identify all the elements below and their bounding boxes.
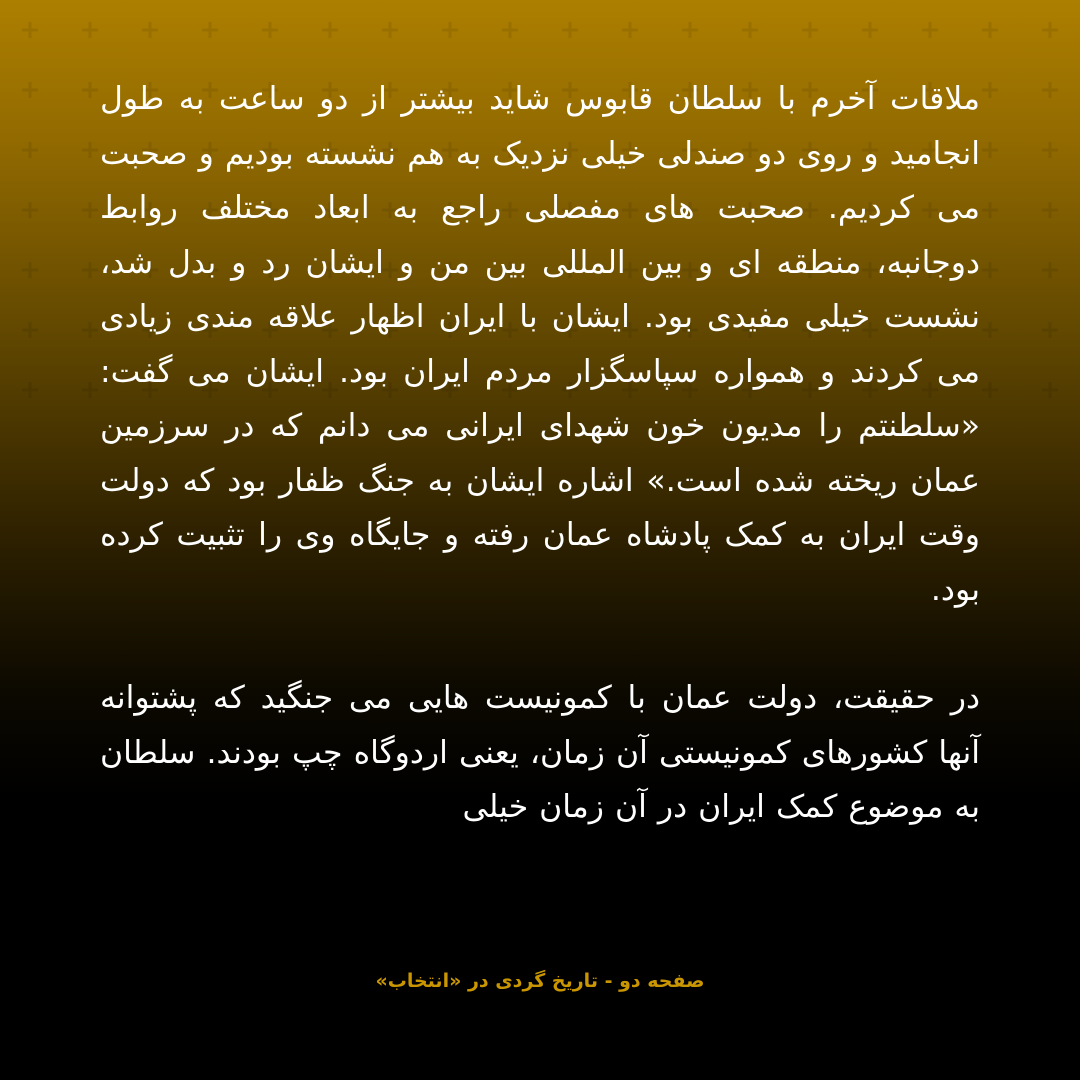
paragraph-1: ملاقات آخرم با سلطان قابوس شاید بیشتر از دو ساعت به طول انجامید و روی دو صندلی خیلی نزدیک به هم نشسته بودیم و صحبت می کردیم. صحبت های مفصلی راجع به ابعاد مختلف روابط دوجانبه، منطقه ای و بین المللی بین من و ایشان رد و بدل شد، نشست خیلی مفیدی بود. ایشان با ایران اظهار علاقه مندی زیادی می کردند و همواره سپاسگزار مردم ایران بود. ایشان می گفت: «سلطنتم را مدیون خون شهدای ایرانی می دانم که در سرزمین عمان ریخته شده است.» اشاره ایشان به جنگ ظفار بود که دولت وقت ایران به کمک پادشاه عمان رفته و جایگاه وی را تثبیت کرده بود. bbox=[100, 81, 980, 608]
paragraph-2: در حقیقت، دولت عمان با کمونیست هایی می جنگید که پشتوانه آنها کشورهای کمونیستی آن زمان، یعنی اردوگاه چپ بودند. سلطان به موضوع کمک ایران در آن زمان خیلی bbox=[100, 680, 980, 825]
page-footer-caption: صفحه دو - تاریخ گردی در «انتخاب» bbox=[375, 970, 705, 992]
article-body bbox=[100, 72, 980, 835]
